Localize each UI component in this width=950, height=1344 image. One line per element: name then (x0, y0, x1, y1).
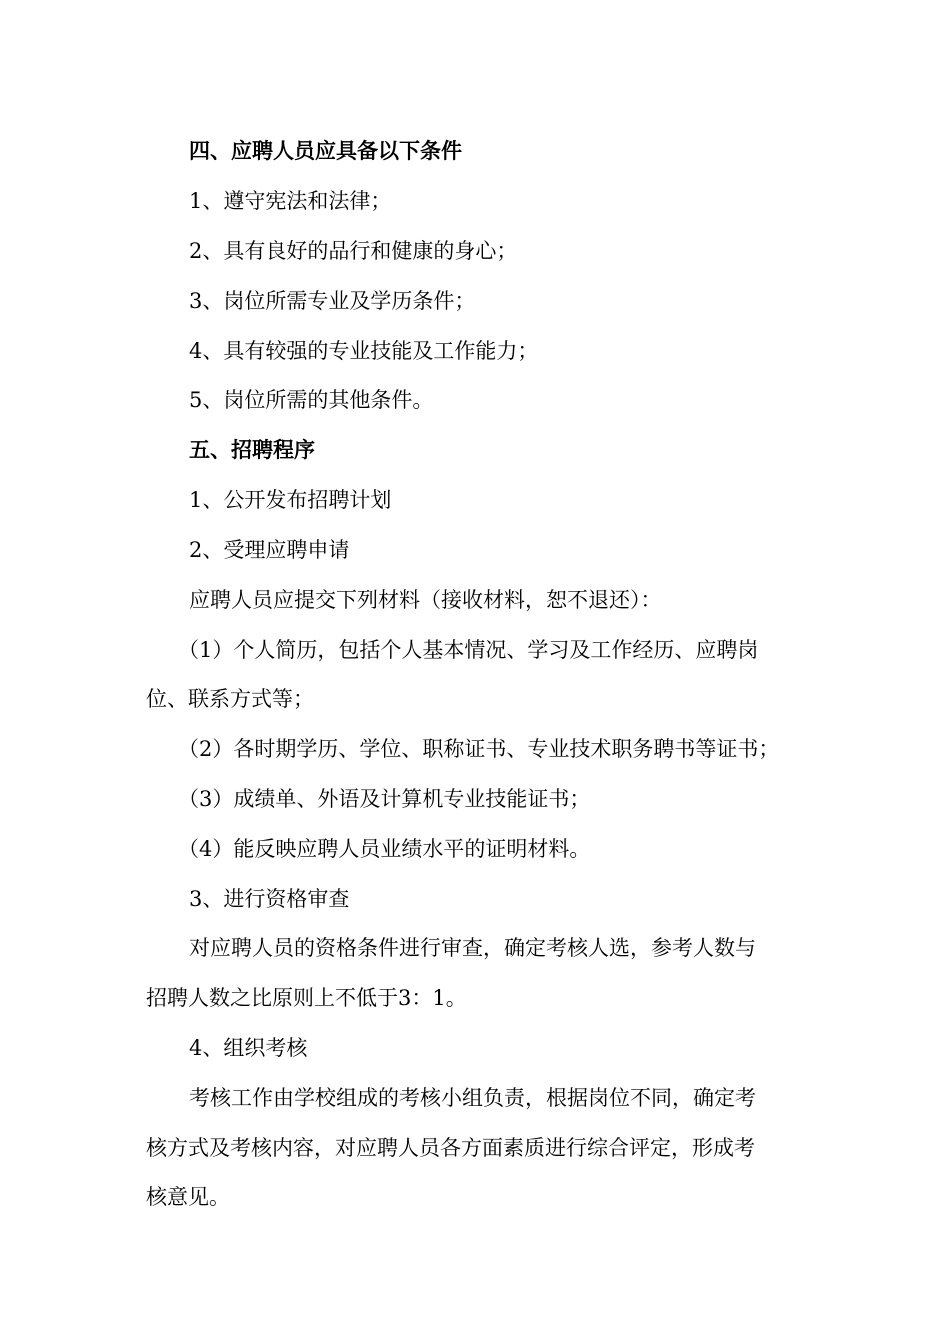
condition-item-5: 5、岗位所需的其他条件。 (189, 388, 434, 412)
procedure-step-3: 3、进行资格审查 (189, 887, 350, 911)
procedure-step-2: 2、受理应聘申请 (189, 538, 350, 562)
condition-item-4: 4、具有较强的专业技能及工作能力； (189, 339, 539, 363)
condition-item-1: 1、遵守宪法和法律； (189, 189, 392, 213)
step-3-paragraph-line-1: 对应聘人员的资格条件进行审查，确定考核人选，参考人数与 (189, 936, 756, 960)
step-3-paragraph-line-2: 招聘人数之比原则上不低于3：1。 (146, 986, 467, 1010)
section-5-heading: 五、招聘程序 (189, 437, 315, 462)
material-item-2: （2）各时期学历、学位、职称证书、专业技术职务聘书等证书； (178, 737, 780, 761)
procedure-step-4: 4、组织考核 (189, 1036, 308, 1060)
step-4-paragraph-line-2: 核方式及考核内容，对应聘人员各方面素质进行综合评定，形成考 (146, 1136, 755, 1160)
material-item-1-continued: 位、联系方式等； (146, 687, 314, 711)
condition-item-2: 2、具有良好的品行和健康的身心； (189, 239, 518, 263)
step-4-paragraph-line-1: 考核工作由学校组成的考核小组负责，根据岗位不同，确定考 (189, 1086, 756, 1110)
materials-intro: 应聘人员应提交下列材料（接收材料，恕不退还）： (189, 588, 662, 612)
procedure-step-1: 1、公开发布招聘计划 (189, 488, 392, 512)
material-item-4: （4）能反映应聘人员业绩水平的证明材料。 (178, 837, 591, 861)
material-item-3: （3）成绩单、外语及计算机专业技能证书； (178, 787, 591, 811)
step-4-paragraph-line-3: 核意见。 (146, 1185, 230, 1209)
condition-item-3: 3、岗位所需专业及学历条件； (189, 289, 476, 313)
material-item-1: （1）个人简历，包括个人基本情况、学习及工作经历、应聘岗 (178, 638, 759, 662)
section-4-heading: 四、应聘人员应具备以下条件 (189, 138, 462, 163)
